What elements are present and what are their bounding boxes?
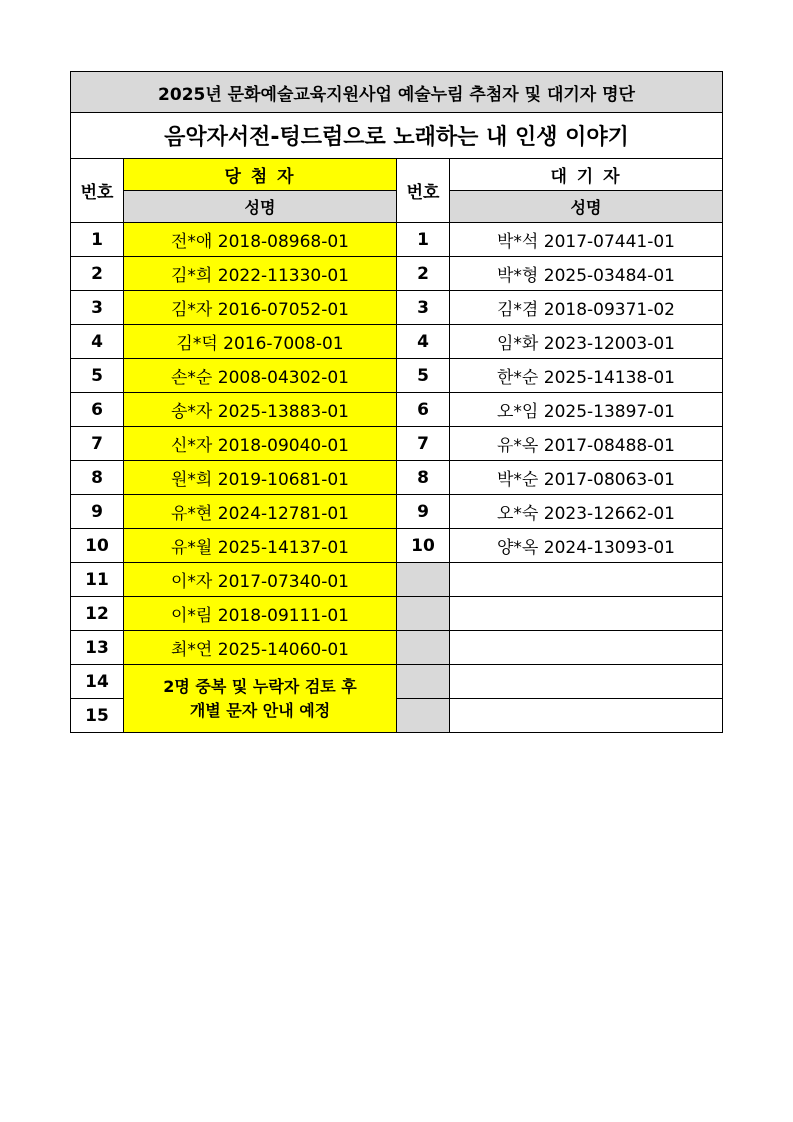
winner-number: 6 xyxy=(71,393,124,427)
waitlist-entry: 오*숙 2023-12662-01 xyxy=(450,495,723,529)
table-row xyxy=(71,495,723,529)
waitlist-entry-empty xyxy=(450,563,723,597)
waitlist-entry: 박*형 2025-03484-01 xyxy=(450,257,723,291)
roster-table xyxy=(70,71,723,733)
waitlist-number: 4 xyxy=(397,325,450,359)
table-row xyxy=(71,393,723,427)
table-row xyxy=(71,359,723,393)
banner-title: 2025년 문화예술교육지원사업 예술누림 추첨자 및 대기자 명단 xyxy=(71,72,723,113)
winners-header: 당 첨 자 xyxy=(124,159,397,191)
table-row xyxy=(71,291,723,325)
waitlist-number: 1 xyxy=(397,223,450,257)
waitlist-entry: 오*임 2025-13897-01 xyxy=(450,393,723,427)
waitlist-entry-empty xyxy=(450,597,723,631)
waitlist-number: 8 xyxy=(397,461,450,495)
waitlist-number: 3 xyxy=(397,291,450,325)
winner-entry: 신*자 2018-09040-01 xyxy=(124,427,397,461)
title-row xyxy=(71,113,723,159)
winner-entry: 김*덕 2016-7008-01 xyxy=(124,325,397,359)
table-row xyxy=(71,427,723,461)
duplicate-review-note xyxy=(124,665,397,733)
table-row xyxy=(71,223,723,257)
waitlist-number: 5 xyxy=(397,359,450,393)
waitlist-number-empty xyxy=(397,665,450,699)
waitlist-header: 대 기 자 xyxy=(450,159,723,191)
waitlist-entry-empty xyxy=(450,699,723,733)
waitlist-entry: 양*옥 2024-13093-01 xyxy=(450,529,723,563)
winner-number: 5 xyxy=(71,359,124,393)
winner-number: 12 xyxy=(71,597,124,631)
table-row xyxy=(71,325,723,359)
winner-entry: 이*자 2017-07340-01 xyxy=(124,563,397,597)
note-line-1: 2명 중복 및 누락자 검토 후 xyxy=(163,676,357,696)
header-row-1 xyxy=(71,159,723,191)
waitlist-entry: 임*화 2023-12003-01 xyxy=(450,325,723,359)
winner-number: 15 xyxy=(71,699,124,733)
waitlist-number-empty xyxy=(397,631,450,665)
table-row xyxy=(71,665,723,699)
winner-entry: 유*월 2025-14137-01 xyxy=(124,529,397,563)
waitlist-entry: 한*순 2025-14138-01 xyxy=(450,359,723,393)
waitlist-entry: 유*옥 2017-08488-01 xyxy=(450,427,723,461)
winner-number: 8 xyxy=(71,461,124,495)
waitlist-number-empty xyxy=(397,563,450,597)
winner-number: 14 xyxy=(71,665,124,699)
waitlist-number: 2 xyxy=(397,257,450,291)
winner-number: 7 xyxy=(71,427,124,461)
winner-number: 10 xyxy=(71,529,124,563)
winner-number: 13 xyxy=(71,631,124,665)
winner-number: 11 xyxy=(71,563,124,597)
winner-entry: 원*희 2019-10681-01 xyxy=(124,461,397,495)
table-row xyxy=(71,529,723,563)
waitlist-entry: 박*석 2017-07441-01 xyxy=(450,223,723,257)
winner-entry: 최*연 2025-14060-01 xyxy=(124,631,397,665)
waitlist-number: 7 xyxy=(397,427,450,461)
waitlist-number-empty xyxy=(397,597,450,631)
winner-entry: 손*순 2008-04302-01 xyxy=(124,359,397,393)
waitlist-number-empty xyxy=(397,699,450,733)
winner-entry: 전*애 2018-08968-01 xyxy=(124,223,397,257)
table-row xyxy=(71,461,723,495)
table-row xyxy=(71,563,723,597)
winner-name-header: 성명 xyxy=(124,191,397,223)
winner-number-header: 번호 xyxy=(71,159,124,223)
waitlist-name-header: 성명 xyxy=(450,191,723,223)
winner-number: 3 xyxy=(71,291,124,325)
program-title: 음악자서전-텅드럼으로 노래하는 내 인생 이야기 xyxy=(71,113,723,159)
winner-entry: 이*림 2018-09111-01 xyxy=(124,597,397,631)
table-row xyxy=(71,257,723,291)
banner-row xyxy=(71,72,723,113)
winner-number: 9 xyxy=(71,495,124,529)
winner-entry: 송*자 2025-13883-01 xyxy=(124,393,397,427)
winner-number: 2 xyxy=(71,257,124,291)
winner-entry: 유*현 2024-12781-01 xyxy=(124,495,397,529)
waitlist-number-header: 번호 xyxy=(397,159,450,223)
winner-entry: 김*자 2016-07052-01 xyxy=(124,291,397,325)
winner-number: 1 xyxy=(71,223,124,257)
waitlist-entry-empty xyxy=(450,665,723,699)
table-row xyxy=(71,631,723,665)
winner-number: 4 xyxy=(71,325,124,359)
waitlist-number: 9 xyxy=(397,495,450,529)
note-line-2: 개별 문자 안내 예정 xyxy=(189,700,331,720)
waitlist-entry-empty xyxy=(450,631,723,665)
waitlist-entry: 김*겸 2018-09371-02 xyxy=(450,291,723,325)
waitlist-number: 10 xyxy=(397,529,450,563)
waitlist-number: 6 xyxy=(397,393,450,427)
table-row xyxy=(71,597,723,631)
winner-entry: 김*희 2022-11330-01 xyxy=(124,257,397,291)
waitlist-entry: 박*순 2017-08063-01 xyxy=(450,461,723,495)
